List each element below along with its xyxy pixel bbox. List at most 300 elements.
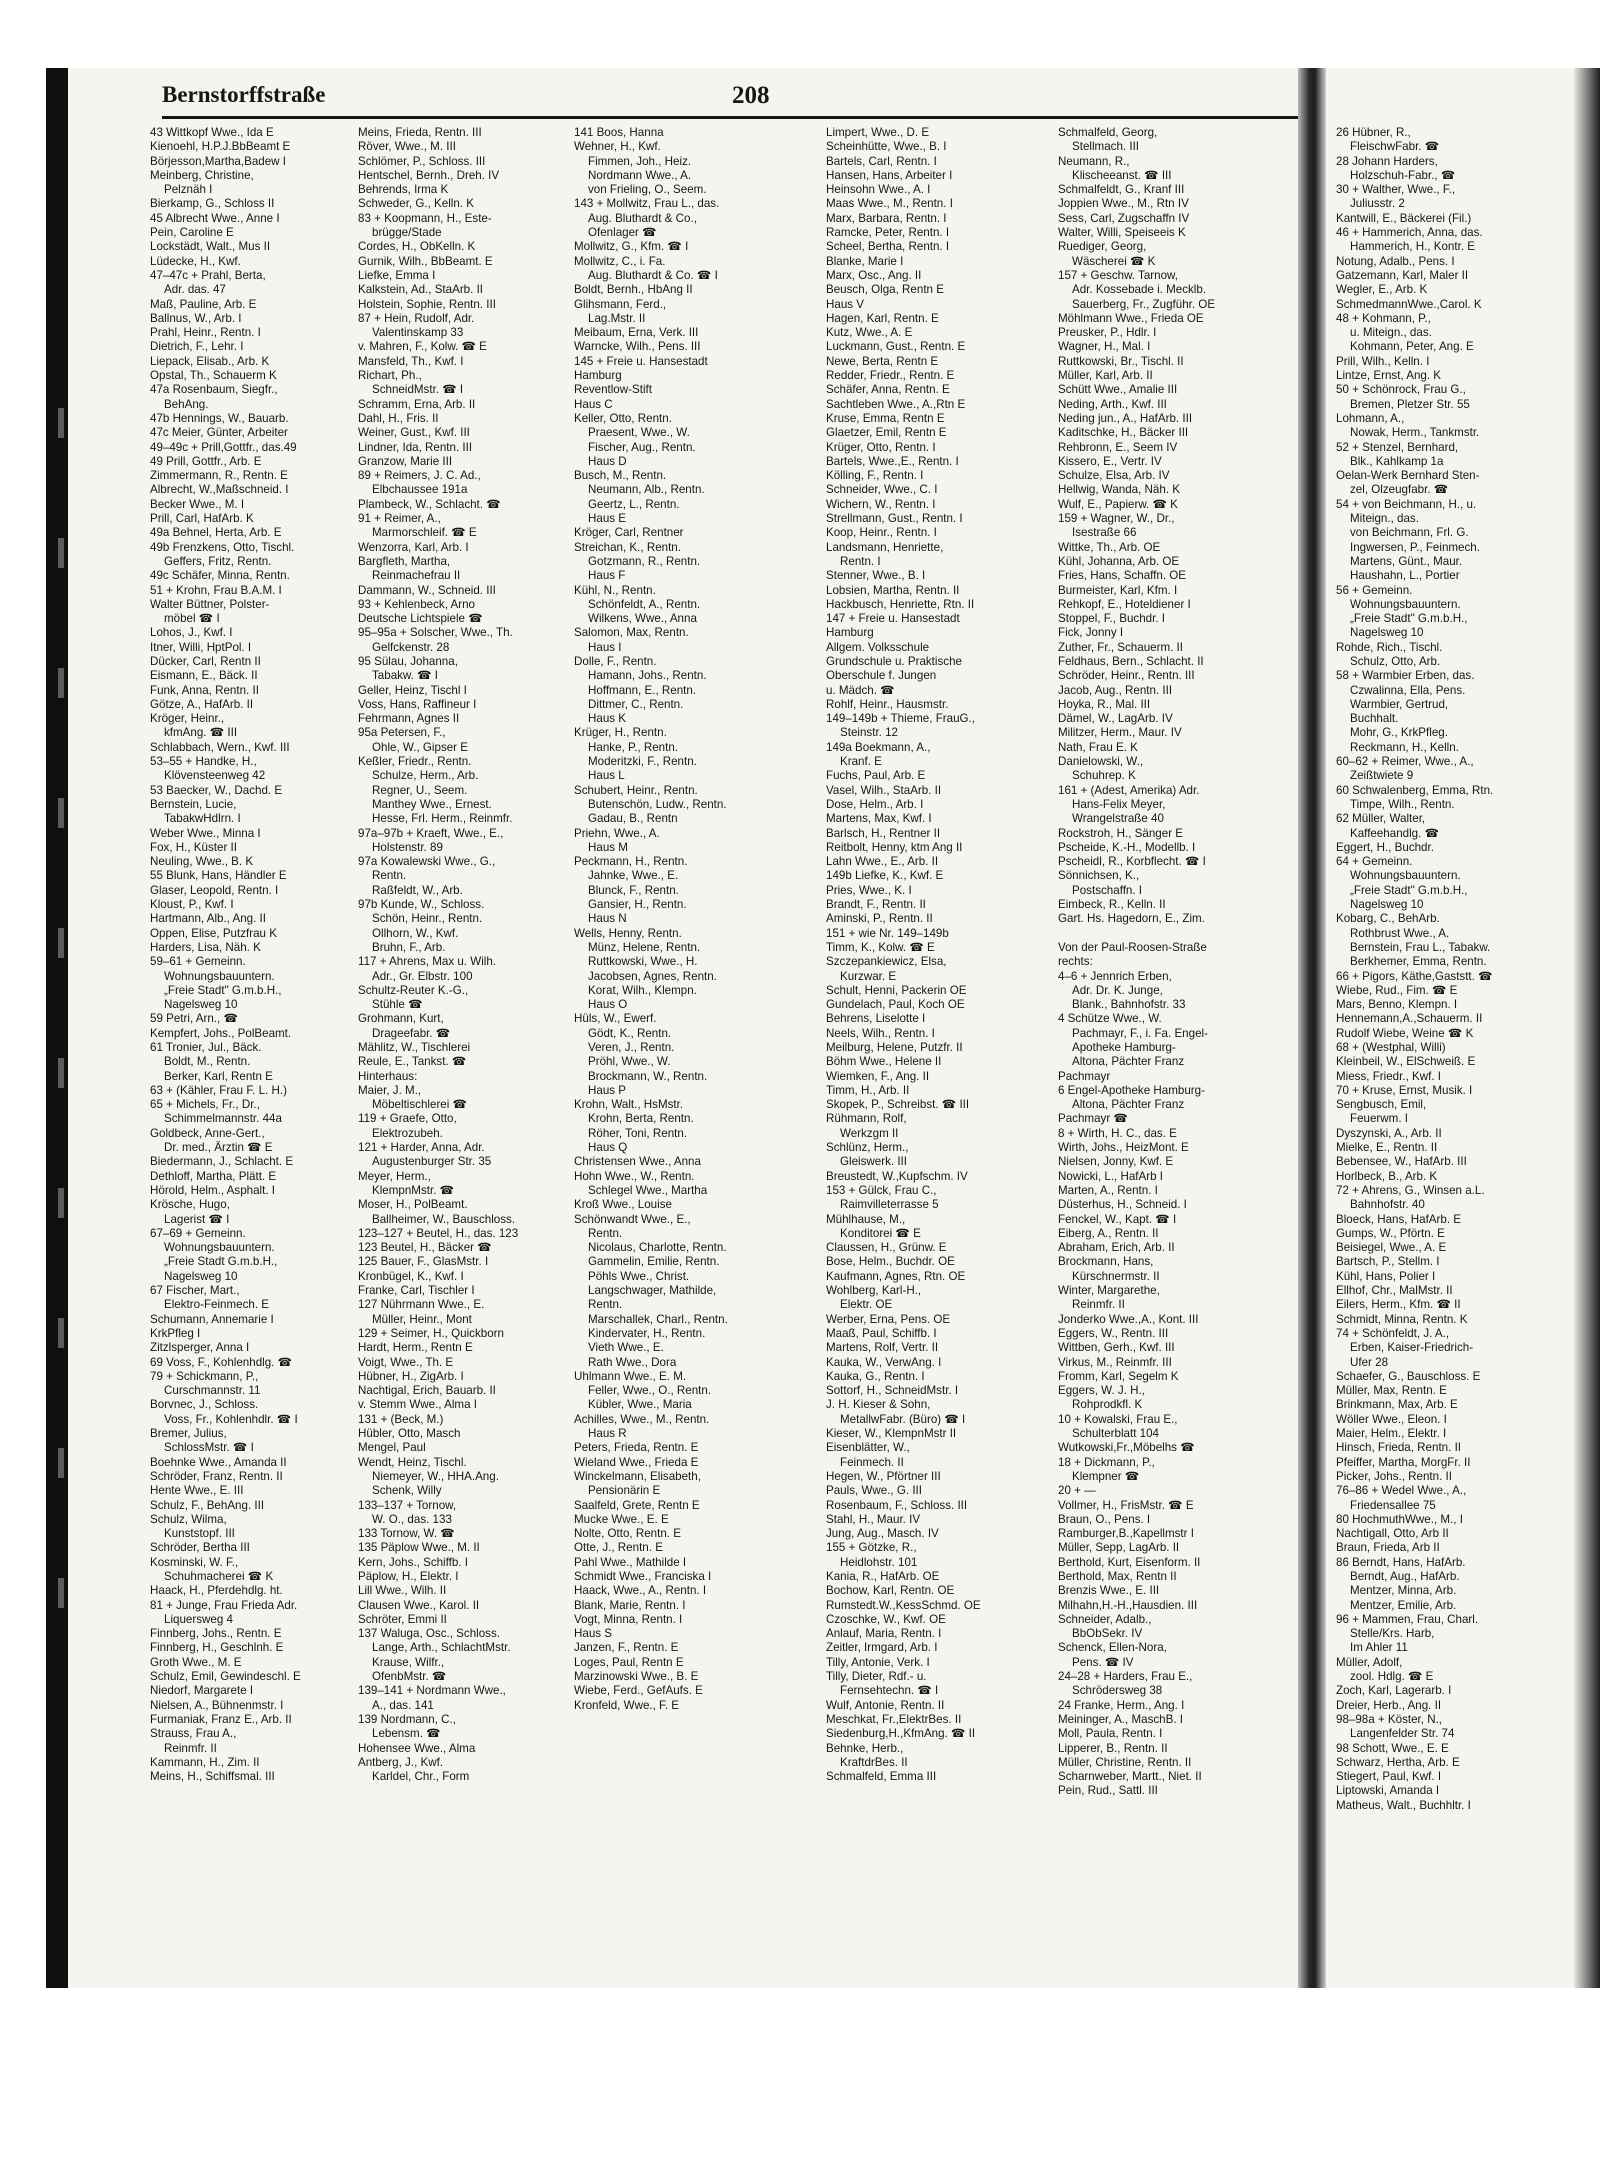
- directory-line: Brinkmann, Max, Arb. E: [1336, 1398, 1458, 1412]
- directory-line: Priehn, Wwe., A.: [574, 826, 660, 840]
- directory-line: Schuhmacherei ☎ K: [164, 1569, 274, 1583]
- directory-line: Funk, Anna, Rentn. II: [150, 683, 259, 697]
- directory-line: Dreier, Herb., Ang. II: [1336, 1698, 1442, 1712]
- directory-line: Kühl, Johanna, Arb. OE: [1058, 554, 1180, 568]
- directory-line: Luckmann, Gust., Rentn. E: [826, 340, 966, 354]
- directory-line: Borvnec, J., Schloss.: [150, 1398, 259, 1412]
- directory-line: 129 + Seimer, H., Quickborn: [358, 1326, 504, 1340]
- directory-line: Zeitler, Irmgard, Arb. I: [826, 1641, 938, 1655]
- directory-line: Bargfleth, Martha,: [358, 554, 451, 568]
- directory-line: Oppen, Elise, Putzfrau K: [150, 926, 277, 940]
- directory-line: Hamburg: [574, 369, 622, 383]
- directory-line: Granzow, Marie III: [358, 454, 453, 468]
- directory-line: Schneider, Wwe., C. I: [826, 483, 938, 497]
- directory-line: Isestraße 66: [1072, 526, 1137, 540]
- directory-line: 98 Schott, Wwe., E. E: [1336, 1741, 1449, 1755]
- directory-line: Fuchs, Paul, Arb. E: [826, 769, 926, 783]
- directory-line: Manthey Wwe., Ernest.: [372, 797, 492, 811]
- directory-line: Rentn.: [372, 869, 407, 883]
- directory-line: Kloust, P., Kwf. I: [150, 898, 234, 912]
- directory-line: Schmalfeld, Georg,: [1058, 126, 1158, 139]
- directory-line: Itner, Willi, HptPol. I: [150, 640, 252, 654]
- directory-line: Sauerberg, Fr., Zugführ. OE: [1072, 297, 1216, 311]
- directory-line: Haus D: [588, 454, 627, 468]
- directory-line: Preusker, P., Hdlr. I: [1058, 326, 1157, 340]
- directory-line: Pscheide, K.-H., Modellb. I: [1058, 840, 1196, 854]
- directory-line: Hübner, H., ZigArb. I: [358, 1369, 464, 1383]
- directory-line: Keller, Otto, Rentn.: [574, 411, 672, 425]
- directory-line: Boldt, M., Rentn.: [164, 1055, 251, 1069]
- directory-line: Schwarz, Hertha, Arb. E: [1336, 1755, 1460, 1769]
- directory-line: Feller, Wwe., O., Rentn.: [588, 1384, 712, 1398]
- directory-line: Weiner, Gust., Kwf. III: [358, 426, 470, 440]
- directory-line: Ruediger, Georg,: [1058, 240, 1147, 254]
- directory-line: Kröger, Carl, Rentner: [574, 526, 684, 540]
- directory-line: Martens, Max, Kwf. I: [826, 812, 932, 826]
- directory-line: Adr., Gr. Elbstr. 100: [372, 969, 473, 983]
- directory-line: 91 + Reimer, A.,: [358, 512, 441, 526]
- directory-line: 49b Frenzkens, Otto, Tischl.: [150, 540, 295, 554]
- directory-line: Elektro-Feinmech. E: [164, 1298, 270, 1312]
- directory-line: von Beichmann, Frl. G.: [1350, 526, 1469, 540]
- directory-line: Hentschel, Bernh., Dreh. IV: [358, 168, 500, 182]
- directory-line: Fox, H., Küster II: [150, 840, 237, 854]
- directory-line: Adr. Kossebade i. Mecklb.: [1072, 283, 1207, 297]
- directory-line: Hoffmann, E., Rentn.: [588, 683, 697, 697]
- directory-line: „Freie Stadt" G.m.b.H.,: [164, 983, 282, 997]
- directory-line: Wrangelstraße 40: [1072, 812, 1164, 826]
- directory-line: 52 + Stenzel, Bernhard,: [1336, 440, 1459, 454]
- directory-line: Rentn.: [588, 1226, 623, 1240]
- directory-line: Gumps, W., Pförtn. E: [1336, 1226, 1445, 1240]
- directory-line: Schulze, Herm., Arb.: [372, 769, 479, 783]
- directory-line: 97b Kunde, W., Schloss.: [358, 898, 485, 912]
- directory-line: Langschwager, Mathilde,: [588, 1284, 717, 1298]
- column-4: [826, 126, 998, 1921]
- directory-line: Haushahn, L., Portier: [1350, 569, 1460, 583]
- directory-line: Münz, Helene, Rentn.: [588, 940, 701, 954]
- directory-line: Peckmann, H., Rentn.: [574, 855, 688, 869]
- directory-line: SchmedmannWwe.,Carol. K: [1336, 297, 1482, 311]
- directory-line: Wohlberg, Karl-H.,: [826, 1284, 922, 1298]
- directory-line: Fries, Hans, Schaffn. OE: [1058, 569, 1187, 583]
- directory-line: Sachtleben Wwe., A.,Rtn E: [826, 397, 966, 411]
- directory-line: 61 Tronier, Jul., Bäck.: [150, 1041, 262, 1054]
- directory-line: Liquersweg 4: [164, 1612, 233, 1626]
- directory-line: Holstein, Sophie, Rentn. III: [358, 297, 496, 311]
- directory-line: Wöller Wwe., Eleon. I: [1336, 1412, 1447, 1426]
- directory-line: Mollwitz, G., Kfm. ☎ I: [574, 240, 689, 254]
- directory-line: Czoschke, W., Kwf. OE: [826, 1612, 946, 1626]
- directory-line: Landsmann, Henriette,: [826, 540, 944, 554]
- directory-line: KrkPfleg I: [150, 1326, 201, 1340]
- directory-line: Liefke, Emma I: [358, 268, 436, 282]
- directory-line: Regner, U., Seem.: [372, 783, 468, 797]
- directory-line: Lohmann, A.,: [1336, 411, 1405, 425]
- directory-line: Meins, Frieda, Rentn. III: [358, 126, 482, 139]
- directory-line: Berndt, Aug., HafArb.: [1350, 1569, 1460, 1583]
- directory-line: Haus F: [588, 569, 626, 583]
- directory-line: Haus M: [588, 840, 628, 854]
- directory-line: Haus C: [574, 397, 613, 411]
- directory-line: Miess, Friedr., Kwf. I: [1336, 1069, 1442, 1083]
- directory-line: Meyer, Herm.,: [358, 1169, 431, 1183]
- directory-line: Neding, Arth., Kwf. III: [1058, 397, 1167, 411]
- directory-line: Reinmfr. II: [1072, 1298, 1125, 1312]
- directory-line: Steinstr. 12: [840, 726, 899, 740]
- directory-line: Janzen, F., Rentn. E: [574, 1641, 679, 1655]
- directory-line: Mählitz, W., Tischlerei: [358, 1041, 471, 1054]
- directory-line: Pöhls Wwe., Christ.: [588, 1269, 690, 1283]
- directory-line: Schenck, Ellen-Nora,: [1058, 1641, 1167, 1655]
- directory-line: Stelle/Krs. Harb,: [1350, 1627, 1435, 1641]
- directory-line: Timm, K., Kolw. ☎ E: [826, 940, 935, 954]
- directory-line: Nagelsweg 10: [1350, 626, 1424, 640]
- directory-line: Wutkowski,Fr.,Möbelhs ☎: [1058, 1441, 1195, 1455]
- directory-line: Haus L: [588, 769, 625, 783]
- directory-line: zel, Olzeugfabr. ☎: [1350, 483, 1449, 497]
- directory-line: Scharnweber, Martt., Niet. II: [1058, 1770, 1202, 1784]
- directory-line: Gelfckenstr. 28: [372, 640, 450, 654]
- directory-line: Kantwill, E., Bäckerei (Fil.): [1336, 211, 1472, 225]
- directory-line: Lüdecke, H., Kwf.: [150, 254, 241, 268]
- directory-line: Rohprodkfl. K: [1072, 1398, 1143, 1412]
- page-number: 208: [732, 82, 770, 109]
- directory-line: Berker, Karl, Rentn E: [164, 1069, 273, 1083]
- directory-line: Nowicki, L., HafArb I: [1058, 1169, 1164, 1183]
- directory-line: Wilkens, Wwe., Anna: [588, 612, 697, 626]
- directory-line: Warncke, Wilh., Pens. III: [574, 340, 701, 354]
- directory-line: Dietrich, F., Lehr. I: [150, 340, 244, 354]
- directory-line: Haus V: [826, 297, 865, 311]
- directory-line: Haack, H., Pferdehdlg. ht.: [150, 1584, 283, 1598]
- directory-line: Aminski, P., Rentn. II: [826, 912, 933, 926]
- directory-line: Friedensallee 75: [1350, 1498, 1436, 1512]
- directory-line: Zuther, Fr., Schauerm. II: [1058, 640, 1184, 654]
- directory-line: Martens, Rolf, Vertr. II: [826, 1341, 939, 1355]
- directory-line: 119 + Graefe, Otto,: [358, 1112, 457, 1126]
- directory-line: möbel ☎ I: [164, 612, 220, 626]
- directory-line: Kania, R., HafArb. OE: [826, 1569, 940, 1583]
- directory-line: Gotzmann, R., Rentn.: [588, 554, 701, 568]
- directory-line: Furmaniak, Franz E., Arb. II: [150, 1712, 292, 1726]
- header-rule: [162, 116, 1302, 119]
- directory-line: Pröhl, Wwe., W.: [588, 1055, 671, 1069]
- directory-line: Pfeiffer, Martha, MorgFr. II: [1336, 1455, 1471, 1469]
- directory-line: 20 + —: [1058, 1484, 1096, 1498]
- directory-line: Stahl, H., Maur. IV: [826, 1512, 921, 1526]
- directory-line: Zitzlsperger, Anna I: [150, 1341, 250, 1355]
- directory-line: Groth Wwe., M. E: [150, 1655, 242, 1669]
- directory-line: Holzschuh-Fabr., ☎: [1350, 168, 1456, 182]
- directory-line: Fehrmann, Agnes II: [358, 712, 460, 726]
- directory-line: 145 + Freie u. Hansestadt: [574, 354, 708, 368]
- directory-line: 43 Wittkopf Wwe., Ida E: [150, 126, 274, 139]
- directory-line: Pauls, Wwe., G. III: [826, 1484, 922, 1498]
- directory-line: Klischeeanst. ☎ III: [1072, 168, 1172, 182]
- directory-line: Schrödersweg 38: [1072, 1684, 1163, 1698]
- directory-line: 147 + Freie u. Hansestadt: [826, 612, 960, 626]
- directory-line: Fenckel, W., Kapt. ☎ I: [1058, 1212, 1177, 1226]
- directory-line: 79 + Schickmann, P.,: [150, 1369, 259, 1383]
- directory-line: Jacob, Aug., Rentn. III: [1058, 683, 1173, 697]
- directory-line: 48 + Kohmann, P.,: [1336, 311, 1431, 325]
- directory-line: Kurzwar. E: [840, 969, 897, 983]
- directory-line: Juliusstr. 2: [1350, 197, 1405, 211]
- directory-line: Hamburg: [826, 626, 874, 640]
- directory-line: Zoch, Karl, Lagerarb. I: [1336, 1684, 1452, 1698]
- directory-line: Marmorschleif. ☎ E: [372, 526, 477, 540]
- directory-line: 54 + von Beichmann, H., u.: [1336, 497, 1477, 511]
- directory-line: Nachtigal, Erich, Bauarb. II: [358, 1384, 496, 1398]
- directory-line: Szczepankiewicz, Elsa,: [826, 955, 947, 969]
- directory-line: Schröder, Heinr., Rentn. III: [1058, 669, 1195, 683]
- directory-line: Streichan, K., Rentn.: [574, 540, 681, 554]
- directory-line: Bochow, Karl, Rentn. OE: [826, 1584, 955, 1598]
- directory-line: 51 + Krohn, Frau B.A.M. I: [150, 583, 282, 597]
- directory-line: Jonderko Wwe.,A., Kont. III: [1058, 1312, 1199, 1326]
- directory-line: Schlabbach, Wern., Kwf. III: [150, 740, 290, 754]
- directory-line: Finnberg, H., Geschlnh. E: [150, 1641, 284, 1655]
- directory-line: Beisiegel, Wwe., A. E: [1336, 1241, 1447, 1255]
- directory-line: Wäscherei ☎ K: [1072, 254, 1156, 268]
- directory-line: Langenfelder Str. 74: [1350, 1727, 1455, 1741]
- directory-line: 10 + Kowalski, Frau E.,: [1058, 1412, 1178, 1426]
- directory-line: Schmalfeldt, G., Kranf III: [1058, 183, 1185, 197]
- directory-line: Schönfeldt, A., Rentn.: [588, 597, 701, 611]
- directory-line: Reitbolt, Henny, ktm Ang II: [826, 840, 963, 854]
- directory-line: Clausen Wwe., Karol. II: [358, 1598, 480, 1612]
- directory-line: Korat, Wilh., Klempn.: [588, 983, 697, 997]
- directory-line: Geertz, L., Rentn.: [588, 497, 680, 511]
- directory-line: Niemeyer, W., HHA.Ang.: [372, 1469, 499, 1483]
- directory-line: Braun, Frieda, Arb II: [1336, 1541, 1440, 1555]
- directory-line: Glaser, Leopold, Rentn. I: [150, 883, 279, 897]
- directory-line: Voss, Fr., Kohlenhdlr. ☎ I: [164, 1412, 298, 1426]
- directory-line: 157 + Geschw. Tarnow,: [1058, 268, 1178, 282]
- directory-line: Kaditschke, H., Bäcker III: [1058, 426, 1189, 440]
- directory-line: Fick, Jonny I: [1058, 626, 1124, 640]
- directory-line: Prill, Carl, HafArb. K: [150, 512, 254, 526]
- directory-line: Schubert, Heinr., Rentn.: [574, 783, 698, 797]
- directory-line: Eilers, Herm., Kfm. ☎ II: [1336, 1298, 1461, 1312]
- directory-line: Bernstein, Frau L., Tabakw.: [1350, 940, 1491, 954]
- directory-line: 95a Petersen, F.,: [358, 726, 446, 740]
- directory-line: Warmbier, Gertrud,: [1350, 697, 1449, 711]
- directory-line: Reckmann, H., Kelln.: [1350, 740, 1459, 754]
- directory-line: Hesse, Frl. Herm., Reinmfr.: [372, 812, 513, 826]
- directory-line: Brockmann, W., Rentn.: [588, 1069, 708, 1083]
- directory-line: Behnke, Herb.,: [826, 1741, 904, 1755]
- directory-line: Schmidt, Minna, Rentn. K: [1336, 1312, 1468, 1326]
- directory-line: Nachtigall, Otto, Arb II: [1336, 1527, 1449, 1541]
- directory-line: Hohensee Wwe., Alma: [358, 1741, 476, 1755]
- directory-line: „Freie Stadt G.m.b.H.,: [164, 1255, 278, 1269]
- directory-line: Karldel, Chr., Form: [372, 1770, 470, 1784]
- directory-line: TabakwHdlrn. I: [164, 812, 241, 826]
- directory-line: Zeißtwiete 9: [1350, 769, 1414, 783]
- directory-line: Jacobsen, Agnes, Rentn.: [588, 969, 717, 983]
- directory-line: Bernstein, Lucie,: [150, 797, 237, 811]
- directory-line: Haack, Wwe., A., Rentn. I: [574, 1584, 707, 1598]
- directory-line: Eggert, H., Buchdr.: [1336, 840, 1434, 854]
- directory-line: Wohnungsbauuntern.: [164, 969, 275, 983]
- directory-line: Meilburg, Helene, Putzfr. II: [826, 1041, 963, 1054]
- directory-line: 49c Schäfer, Minna, Rentn.: [150, 569, 290, 583]
- directory-line: Haus N: [588, 912, 627, 926]
- directory-line: Neels, Wilh., Rentn. I: [826, 1026, 935, 1040]
- directory-line: Schimmelmannstr. 44a: [164, 1112, 282, 1126]
- directory-line: Maier, Helm., Elektr. I: [1336, 1427, 1447, 1441]
- directory-line: Wichern, W., Rentn. I: [826, 497, 936, 511]
- binding-streak: [58, 368, 64, 1668]
- directory-line: Ruttkowski, Wwe., H.: [588, 955, 698, 969]
- directory-line: Reventlow-Stift: [574, 383, 652, 397]
- directory-line: Jung, Aug., Masch. IV: [826, 1527, 939, 1541]
- directory-line: Eggers, W. J. H.,: [1058, 1384, 1145, 1398]
- directory-line: Pelznäh I: [164, 183, 213, 197]
- directory-line: Elektrozubeh.: [372, 1126, 443, 1140]
- directory-line: MetallwFabr. (Büro) ☎ I: [840, 1412, 966, 1426]
- directory-line: Winckelmann, Elisabeth,: [574, 1469, 701, 1483]
- directory-line: Wiebe, Rud., Fim. ☎ E: [1336, 983, 1458, 997]
- directory-line: 49–49c + Prill,Gottfr., das.49: [150, 440, 297, 454]
- directory-line: Gundelach, Paul, Koch OE: [826, 998, 965, 1012]
- directory-line: 141 Boos, Hanna: [574, 126, 664, 139]
- directory-line: Brandt, F., Rentn. II: [826, 898, 926, 912]
- directory-line: Marschallek, Charl., Rentn.: [588, 1312, 728, 1326]
- directory-line: Ruttkowski, Br., Tischl. II: [1058, 354, 1184, 368]
- directory-line: Cordes, H., ObKelln. K: [358, 240, 476, 254]
- directory-line: „Freie Stadt" G.m.b.H.,: [1350, 612, 1468, 626]
- directory-line: Strauss, Frau A.,: [150, 1727, 237, 1741]
- directory-line: Vieth Wwe., E.: [588, 1341, 664, 1355]
- directory-line: Raimvilleterrasse 5: [840, 1198, 939, 1212]
- directory-line: 149a Boekmann, A.,: [826, 740, 931, 754]
- directory-line: Kienoehl, H.P.J.BbBeamt E: [150, 140, 291, 154]
- directory-line: Hans-Felix Meyer,: [1072, 797, 1166, 811]
- directory-line: Bartsch, P., Stellm. I: [1336, 1255, 1440, 1269]
- directory-line: kfmAng. ☎ III: [164, 726, 238, 740]
- directory-line: Burmeister, Karl, Kfm. I: [1058, 583, 1178, 597]
- directory-line: Hüls, W., Ewerf.: [574, 1012, 657, 1026]
- directory-line: 60 Schwalenberg, Emma, Rtn.: [1336, 783, 1494, 797]
- directory-line: u. Mädch. ☎: [826, 683, 895, 697]
- directory-line: Wiebe, Ferd., GefAufs. E: [574, 1684, 703, 1698]
- directory-line: 65 + Michels, Fr., Dr.,: [150, 1098, 260, 1112]
- directory-line: 24–28 + Harders, Frau E.,: [1058, 1670, 1193, 1684]
- directory-line: Ballheimer, W., Bauschloss.: [372, 1212, 516, 1226]
- directory-line: Vogt, Minna, Rentn. I: [574, 1612, 683, 1626]
- directory-line: Lipperer, B., Rentn. II: [1058, 1741, 1168, 1755]
- directory-line: Schultz-Reuter K.-G.,: [358, 983, 469, 997]
- directory-line: Müller, Karl, Arb. II: [1058, 369, 1153, 383]
- directory-line: Hinsch, Frieda, Rentn. II: [1336, 1441, 1462, 1455]
- directory-line: 45 Albrecht Wwe., Anne I: [150, 211, 280, 225]
- directory-line: Grohmann, Kurt,: [358, 1012, 444, 1026]
- directory-line: W. O., das. 133: [372, 1512, 452, 1526]
- directory-line: Bloeck, Hans, HafArb. E: [1336, 1212, 1462, 1226]
- directory-line: Sess, Carl, Zugschaffn IV: [1058, 211, 1190, 225]
- directory-line: Kühl, Hans, Polier I: [1336, 1269, 1436, 1283]
- directory-line: Gart. Hs. Hagedorn, E., Zim.: [1058, 912, 1205, 926]
- directory-line: Pries, Wwe., K. I: [826, 883, 912, 897]
- directory-line: Wohnungsbauuntern.: [1350, 869, 1461, 883]
- scanned-directory-page: [46, 68, 1600, 1988]
- directory-line: Voss, Hans, Raffineur I: [358, 697, 477, 711]
- directory-line: 149b Liefke, K., Kwf. E: [826, 869, 944, 883]
- directory-line: Wenzorra, Karl, Arb. I: [358, 540, 469, 554]
- directory-line: Redder, Friedr., Rentn. E: [826, 369, 955, 383]
- directory-line: Rosenbaum, F., Schloss. III: [826, 1498, 968, 1512]
- directory-line: 70 + Kruse, Ernst, Musik. I: [1336, 1083, 1473, 1097]
- directory-line: Von der Paul-Roosen-Straße: [1058, 940, 1207, 954]
- directory-line: Erben, Kaiser-Friedrich-: [1350, 1341, 1474, 1355]
- directory-line: Achilles, Wwe., M., Rentn.: [574, 1412, 710, 1426]
- directory-line: 80 HochmuthWwe., M., I: [1336, 1512, 1463, 1526]
- directory-line: Maß, Pauline, Arb. E: [150, 297, 257, 311]
- directory-line: 49a Behnel, Herta, Arb. E: [150, 526, 282, 540]
- directory-line: 81 + Junge, Frau Frieda Adr.: [150, 1598, 298, 1612]
- column-5: [1058, 126, 1258, 1921]
- directory-line: 68 + (Westphal, Willi): [1336, 1041, 1446, 1054]
- directory-line: Dücker, Carl, Rentn II: [150, 654, 261, 668]
- column-2: [358, 126, 530, 1921]
- directory-line: Hennemann,A.,Schauerm. II: [1336, 1012, 1483, 1026]
- directory-line: Haus S: [574, 1627, 613, 1641]
- directory-line: Walter, Willi, Speiseeis K: [1058, 226, 1186, 240]
- directory-line: Tilly, Dieter, Rdf.- u.: [826, 1670, 927, 1684]
- directory-line: Hamann, Johs., Rentn.: [588, 669, 707, 683]
- directory-line: Rehkopf, E., Hoteldiener I: [1058, 597, 1191, 611]
- directory-line: Berthold, Kurt, Eisenform. II: [1058, 1555, 1201, 1569]
- directory-line: Adr. das. 47: [164, 283, 226, 297]
- directory-line: Schröter, Emmi II: [358, 1612, 447, 1626]
- directory-line: FleischwFabr. ☎: [1350, 140, 1440, 154]
- directory-line: Finnberg, Johs., Rentn. E: [150, 1627, 282, 1641]
- directory-line: 8 + Wirth, H. C., das. E: [1058, 1126, 1177, 1140]
- directory-line: Elektr. OE: [840, 1298, 893, 1312]
- directory-line: Kaufmann, Agnes, Rtn. OE: [826, 1269, 966, 1283]
- directory-line: Mielke, E., Rentn. II: [1336, 1141, 1438, 1155]
- directory-line: Maaß, Paul, Schiffb. I: [826, 1326, 937, 1340]
- directory-line: Richart, Ph.,: [358, 369, 422, 383]
- directory-line: Haus I: [588, 640, 622, 654]
- directory-line: A., das. 141: [372, 1698, 434, 1712]
- directory-line: Bremen, Pletzer Str. 55: [1350, 397, 1470, 411]
- directory-line: Matheus, Walt., Buchhltr. I: [1336, 1798, 1471, 1812]
- directory-line: Rehbronn, E., Seem IV: [1058, 440, 1178, 454]
- directory-line: 139–141 + Nordmann Wwe.,: [358, 1684, 506, 1698]
- directory-line: SchneidMstr. ☎ I: [372, 383, 464, 397]
- directory-line: Jahnke, Wwe., E.: [588, 869, 679, 883]
- directory-line: Raßfeldt, W., Arb.: [372, 883, 463, 897]
- directory-line: Lindner, Ida, Rentn. III: [358, 440, 473, 454]
- directory-line: 153 + Gülck, Frau C.,: [826, 1183, 937, 1197]
- directory-line: 83 + Koopmann, H., Este-: [358, 211, 492, 225]
- directory-line: 26 Hübner, R.,: [1336, 126, 1411, 139]
- directory-line: Schaefer, G., Bauschloss. E: [1336, 1369, 1481, 1383]
- directory-line: Liptowski, Amanda I: [1336, 1784, 1440, 1798]
- directory-line: Müller, Max, Rentn. E: [1336, 1384, 1447, 1398]
- directory-line: Prill, Wilh., Kelln. I: [1336, 354, 1430, 368]
- directory-line: Augustenburger Str. 35: [372, 1155, 492, 1169]
- directory-line: Braun, O., Pens. I: [1058, 1512, 1151, 1526]
- directory-line: Timpe, Wilh., Rentn.: [1350, 797, 1455, 811]
- directory-line: Schlünz, Herm.,: [826, 1141, 909, 1155]
- directory-line: brügge/Stade: [372, 226, 442, 240]
- directory-line: 161 + (Adest, Amerika) Adr.: [1058, 783, 1200, 797]
